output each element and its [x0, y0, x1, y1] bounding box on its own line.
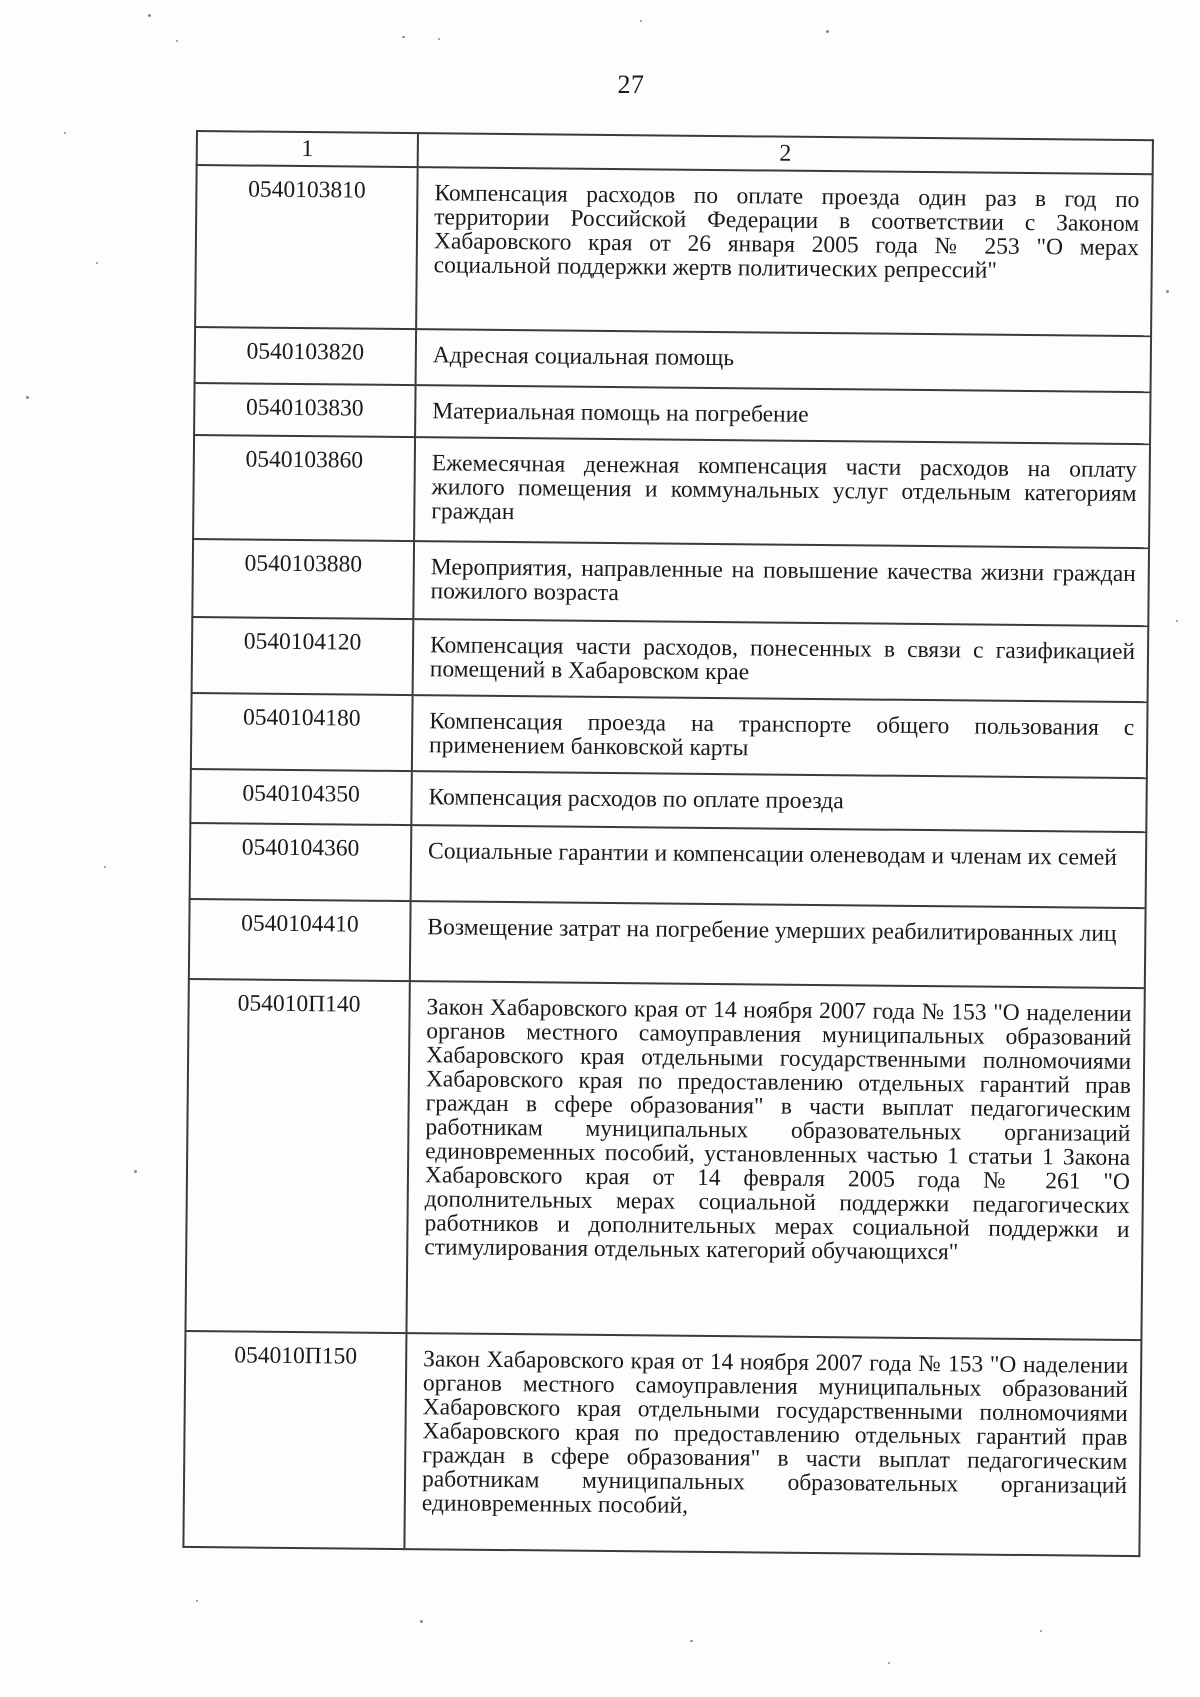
column-header-1: 1	[197, 131, 418, 167]
code-cell: 0540103830	[194, 383, 415, 437]
description-cell: Материальная помощь на погребение	[415, 385, 1150, 444]
code-cell: 0540104410	[189, 899, 411, 981]
table-row	[183, 1331, 1141, 1556]
description-cell: Компенсация проезда на транспорте общего пользования с применением банковской карты	[412, 695, 1148, 778]
code-cell: 0540104360	[190, 823, 412, 901]
table-row	[193, 435, 1150, 548]
table-row	[185, 979, 1144, 1340]
code-cell: 0540103820	[195, 327, 417, 385]
table-row	[192, 617, 1149, 702]
description-cell: Компенсация расходов по оплате проезда	[411, 771, 1146, 832]
description-cell: Закон Хабаровского края от 14 ноября 2007 года № 153 "О наделении органов местного самоуправления муниципальных образований Хабаровского края отдельными государственными полномочиями Хабаровского края по предоставлению отдельных гарантий прав граждан в сфере образования" в части выплат педагогическим работникам муниципальных образовательных организаций единовременных пособий,	[404, 1333, 1141, 1556]
code-cell: 0540104120	[192, 617, 414, 695]
description-cell: Возмещение затрат на погребение умерших реабилитированных лиц	[410, 901, 1146, 988]
description-cell: Компенсация расходов по оплате проезда один раз в год по территории Российской Федерации в соответствии с Законом Хабаровского края от 26 января 2005 года № 253 "О мерах социальной поддержки жертв политических репрессий"	[416, 167, 1153, 336]
table-row	[189, 899, 1146, 988]
code-cell: 054010П140	[185, 979, 409, 1333]
code-cell: 0540103810	[195, 165, 418, 329]
table-row	[190, 769, 1146, 832]
code-cell: 054010П150	[183, 1331, 406, 1549]
code-cell: 0540104180	[191, 693, 413, 771]
table-row	[190, 823, 1147, 908]
description-cell: Ежемесячная денежная компенсация части расходов на оплату жилого помещения и коммунальных услуг отдельным категориям граждан	[414, 437, 1150, 548]
description-cell: Мероприятия, направленные на повышение качества жизни граждан пожилого возраста	[413, 541, 1149, 626]
code-cell: 0540104350	[190, 769, 412, 825]
description-cell: Социальные гарантии и компенсации оленеводам и членам их семей	[411, 825, 1147, 908]
table-row	[195, 165, 1153, 336]
description-cell: Адресная социальная помощь	[416, 329, 1152, 392]
code-cell: 0540103880	[192, 539, 414, 619]
table-row	[195, 327, 1151, 392]
description-cell: Компенсация части расходов, понесенных в связи с газификацией помещений в Хабаровском крае	[413, 619, 1149, 702]
table-row	[194, 383, 1150, 444]
description-cell: Закон Хабаровского края от 14 ноября 2007 года № 153 "О наделении органов местного самоуправления муниципальных образований Хабаровского края отдельными государственными полномочиями Хабаровского края по предоставлению отдельных гарантий прав граждан в сфере образования" в части выплат педагогическим работникам муниципальных образовательных организаций единовременных пособий, установленных частью 1 статьи 1 Закона Хабаровского края от 14 февраля 2005 года № 261 "О дополнительных мерах социальной поддержки педагогических работников и дополнительных мерах социальной поддержки и стимулирования отдельных категорий обучающихся"	[406, 981, 1144, 1340]
table-row	[192, 539, 1149, 626]
column-header-2: 2	[418, 133, 1153, 174]
table-row	[191, 693, 1148, 778]
code-cell: 0540103860	[193, 435, 415, 541]
budget-classification-table	[182, 130, 1154, 1557]
page-number: 27	[617, 70, 645, 99]
